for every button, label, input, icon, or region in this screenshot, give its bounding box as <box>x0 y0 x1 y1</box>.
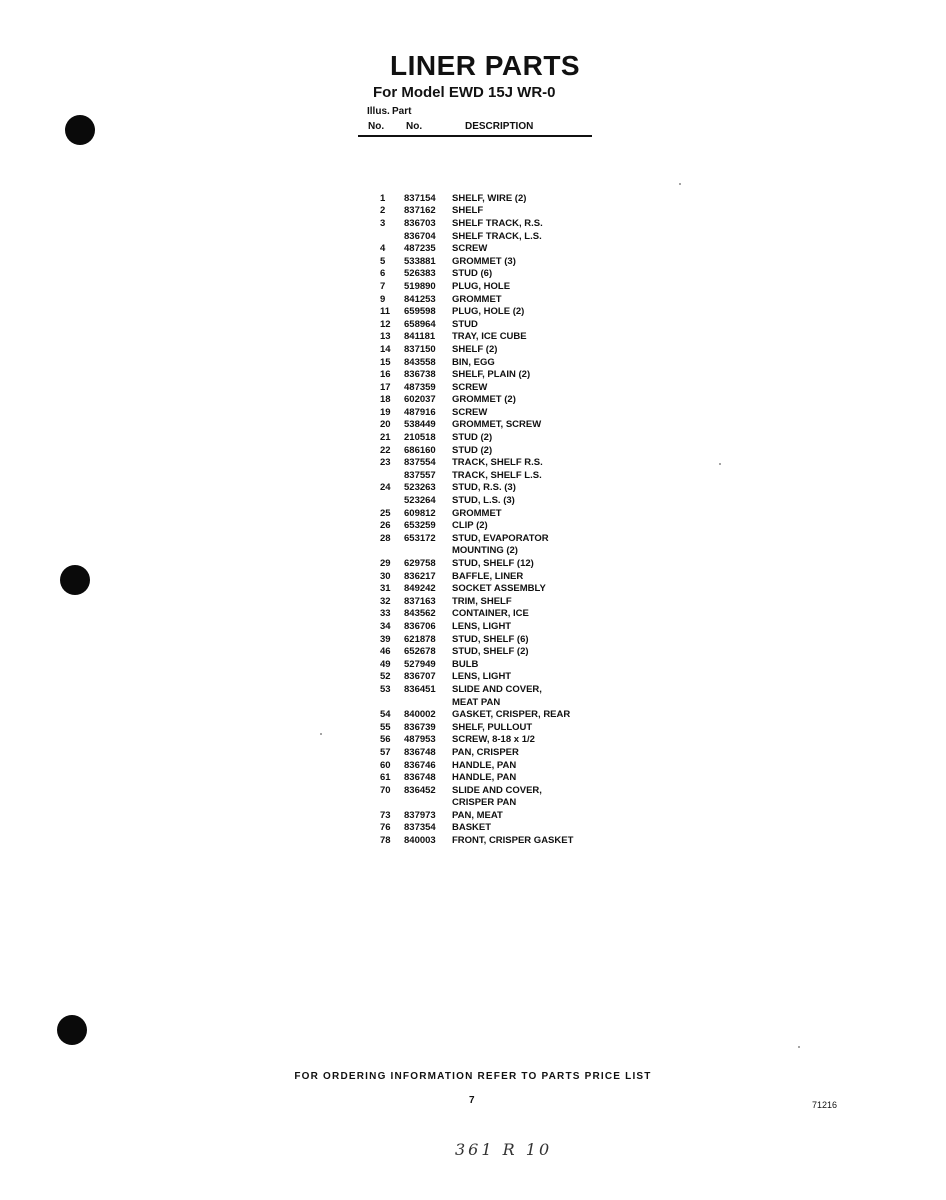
illus-number: 23 <box>380 457 391 469</box>
scan-speck <box>798 1046 800 1048</box>
parts-row <box>372 721 632 734</box>
part-description: STUD (2) <box>452 432 493 444</box>
part-description: BAFFLE, LINER <box>452 570 524 582</box>
part-number: 836704 <box>404 230 436 242</box>
parts-row <box>372 545 632 558</box>
scan-speck <box>719 463 721 465</box>
part-description: SCREW <box>452 381 488 393</box>
part-number: 533881 <box>404 255 436 267</box>
illus-number: 26 <box>380 520 391 532</box>
parts-row <box>372 255 632 268</box>
parts-row <box>372 356 632 369</box>
page-title: LINER PARTS <box>390 50 581 81</box>
illus-number: 7 <box>380 280 386 292</box>
parts-row <box>372 683 632 696</box>
part-description: STUD, L.S. (3) <box>452 495 515 507</box>
part-description: BULB <box>452 658 479 670</box>
binder-hole <box>57 1015 87 1045</box>
part-description: FRONT, CRISPER GASKET <box>452 835 574 847</box>
part-description: STUD (2) <box>452 444 493 456</box>
part-description: LENS, LIGHT <box>452 620 512 632</box>
parts-row <box>372 394 632 407</box>
part-number: 487953 <box>404 734 436 746</box>
illus-number: 19 <box>380 406 391 418</box>
illus-number: 33 <box>380 608 391 620</box>
illus-number: 76 <box>380 822 391 834</box>
binder-hole <box>65 115 95 145</box>
part-number: 836451 <box>404 683 436 695</box>
part-number: 621878 <box>404 633 436 645</box>
part-description: STUD <box>452 318 478 330</box>
parts-row <box>372 419 632 432</box>
part-description: STUD, R.S. (3) <box>452 482 516 494</box>
part-description: SCREW, 8-18 x 1/2 <box>452 734 535 746</box>
header-part: Part <box>392 106 412 117</box>
part-number: 653172 <box>404 532 436 544</box>
illus-number: 54 <box>380 709 391 721</box>
illus-number: 46 <box>380 646 391 658</box>
part-number: 836738 <box>404 369 436 381</box>
illus-number: 56 <box>380 734 391 746</box>
part-description: SHELF, PLAIN (2) <box>452 369 531 381</box>
header-rule <box>358 135 592 137</box>
part-description: TRIM, SHELF <box>452 595 512 607</box>
part-number: 849242 <box>404 583 436 595</box>
part-description: SCREW <box>452 243 488 255</box>
part-number: 527949 <box>404 658 436 670</box>
handwritten-note: 361 R 10 <box>455 1140 553 1159</box>
part-number: 837557 <box>404 469 436 481</box>
illus-number: 15 <box>380 356 391 368</box>
header-illus: Illus. <box>367 106 390 117</box>
parts-row <box>372 834 632 847</box>
illus-number: 12 <box>380 318 391 330</box>
parts-row <box>372 570 632 583</box>
part-number: 837162 <box>404 205 436 217</box>
part-number: 837354 <box>404 822 436 834</box>
illus-number: 16 <box>380 369 391 381</box>
part-description: STUD (6) <box>452 268 493 280</box>
part-number: 523263 <box>404 482 436 494</box>
parts-row <box>372 759 632 772</box>
parts-row <box>372 784 632 797</box>
parts-row <box>372 431 632 444</box>
illus-number: 32 <box>380 595 391 607</box>
part-description: SOCKET ASSEMBLY <box>452 583 546 595</box>
part-number: 487359 <box>404 381 436 393</box>
parts-row <box>372 822 632 835</box>
part-number: 526383 <box>404 268 436 280</box>
parts-row <box>372 368 632 381</box>
part-number: 836706 <box>404 620 436 632</box>
part-number: 840003 <box>404 835 436 847</box>
illus-number: 34 <box>380 620 391 632</box>
parts-row <box>372 230 632 243</box>
scan-speck <box>320 733 322 735</box>
part-number: 836703 <box>404 217 436 229</box>
part-number: 519890 <box>404 280 436 292</box>
parts-row <box>372 507 632 520</box>
parts-row <box>372 331 632 344</box>
part-number: 837163 <box>404 595 436 607</box>
part-description: MEAT PAN <box>452 696 501 708</box>
parts-row <box>372 305 632 318</box>
part-number: 602037 <box>404 394 436 406</box>
illus-number: 2 <box>380 205 386 217</box>
parts-row <box>372 519 632 532</box>
parts-row <box>372 645 632 658</box>
part-description: PLUG, HOLE <box>452 280 511 292</box>
part-number: 836217 <box>404 570 436 582</box>
part-number: 836746 <box>404 759 436 771</box>
part-description: LENS, LIGHT <box>452 671 512 683</box>
part-description: SLIDE AND COVER, <box>452 683 542 695</box>
parts-row <box>372 343 632 356</box>
part-description: STUD, EVAPORATOR <box>452 532 549 544</box>
part-description: SHELF, WIRE (2) <box>452 192 527 204</box>
part-number: 210518 <box>404 432 436 444</box>
illus-number: 70 <box>380 784 391 796</box>
part-description: GROMMET (2) <box>452 394 516 406</box>
part-number: 487916 <box>404 406 436 418</box>
part-number: 538449 <box>404 419 436 431</box>
part-description: STUD, SHELF (6) <box>452 633 529 645</box>
illus-number: 3 <box>380 217 386 229</box>
part-number: 653259 <box>404 520 436 532</box>
illus-number: 28 <box>380 532 391 544</box>
part-number: 837154 <box>404 192 436 204</box>
illus-number: 61 <box>380 772 391 784</box>
illus-number: 22 <box>380 444 391 456</box>
parts-row <box>372 406 632 419</box>
part-description: SHELF, PULLOUT <box>452 721 533 733</box>
binder-hole <box>60 565 90 595</box>
parts-row <box>372 456 632 469</box>
part-number: 659598 <box>404 306 436 318</box>
illus-number: 30 <box>380 570 391 582</box>
parts-row <box>372 532 632 545</box>
scan-speck <box>679 183 681 185</box>
part-number: 629758 <box>404 558 436 570</box>
parts-row <box>372 557 632 570</box>
illus-number: 31 <box>380 583 391 595</box>
parts-row <box>372 620 632 633</box>
parts-row <box>372 482 632 495</box>
illus-number: 18 <box>380 394 391 406</box>
parts-row <box>372 280 632 293</box>
parts-row <box>372 192 632 205</box>
illus-number: 52 <box>380 671 391 683</box>
model-subtitle: For Model EWD 15J WR-0 <box>373 84 556 101</box>
parts-row <box>372 217 632 230</box>
ordering-note: FOR ORDERING INFORMATION REFER TO PARTS PRICE LIST <box>294 1071 652 1082</box>
part-description: CONTAINER, ICE <box>452 608 529 620</box>
illus-number: 1 <box>380 192 386 204</box>
parts-row <box>372 696 632 709</box>
parts-list <box>372 192 632 847</box>
part-description: GASKET, CRISPER, REAR <box>452 709 571 721</box>
parts-row <box>372 582 632 595</box>
part-number: 837554 <box>404 457 436 469</box>
header-description: DESCRIPTION <box>465 121 534 132</box>
part-number: 843558 <box>404 356 436 368</box>
parts-row <box>372 293 632 306</box>
part-number: 523264 <box>404 495 436 507</box>
part-number: 658964 <box>404 318 436 330</box>
part-description: STUD, SHELF (2) <box>452 646 529 658</box>
part-number: 841253 <box>404 293 436 305</box>
part-number: 836739 <box>404 721 436 733</box>
illus-number: 6 <box>380 268 386 280</box>
part-description: GROMMET, SCREW <box>452 419 542 431</box>
part-description: CLIP (2) <box>452 520 488 532</box>
illus-number: 57 <box>380 746 391 758</box>
part-number: 836707 <box>404 671 436 683</box>
part-description: TRACK, SHELF R.S. <box>452 457 543 469</box>
part-number: 836748 <box>404 746 436 758</box>
illus-number: 20 <box>380 419 391 431</box>
illus-number: 24 <box>380 482 391 494</box>
parts-row <box>372 746 632 759</box>
part-description: TRAY, ICE CUBE <box>452 331 527 343</box>
part-description: GROMMET (3) <box>452 255 516 267</box>
parts-row <box>372 205 632 218</box>
parts-row <box>372 797 632 810</box>
part-number: 837150 <box>404 343 436 355</box>
part-number: 836452 <box>404 784 436 796</box>
parts-row <box>372 708 632 721</box>
part-description: BASKET <box>452 822 492 834</box>
illus-number: 14 <box>380 343 391 355</box>
part-number: 836748 <box>404 772 436 784</box>
part-description: GROMMET <box>452 293 502 305</box>
illus-number: 78 <box>380 835 391 847</box>
page-number: 7 <box>469 1095 475 1106</box>
part-description: SLIDE AND COVER, <box>452 784 542 796</box>
part-description: CRISPER PAN <box>452 797 517 809</box>
parts-row <box>372 469 632 482</box>
parts-row <box>372 809 632 822</box>
illus-number: 4 <box>380 243 386 255</box>
parts-row <box>372 633 632 646</box>
document-code: 71216 <box>812 1100 838 1110</box>
parts-row <box>372 444 632 457</box>
part-description: SHELF TRACK, L.S. <box>452 230 542 242</box>
part-description: STUD, SHELF (12) <box>452 558 534 570</box>
header-part-no: No. <box>406 121 423 132</box>
parts-row <box>372 595 632 608</box>
part-description: HANDLE, PAN <box>452 759 517 771</box>
part-number: 840002 <box>404 709 436 721</box>
illus-number: 39 <box>380 633 391 645</box>
parts-row <box>372 658 632 671</box>
part-description: TRACK, SHELF L.S. <box>452 469 542 481</box>
part-description: MOUNTING (2) <box>452 545 518 557</box>
part-number: 609812 <box>404 507 436 519</box>
part-number: 487235 <box>404 243 436 255</box>
parts-row <box>372 242 632 255</box>
part-number: 652678 <box>404 646 436 658</box>
part-description: PLUG, HOLE (2) <box>452 306 525 318</box>
illus-number: 53 <box>380 683 391 695</box>
illus-number: 60 <box>380 759 391 771</box>
part-description: SCREW <box>452 406 488 418</box>
illus-number: 17 <box>380 381 391 393</box>
illus-number: 49 <box>380 658 391 670</box>
illus-number: 11 <box>380 306 391 318</box>
illus-number: 21 <box>380 432 391 444</box>
illus-number: 13 <box>380 331 391 343</box>
part-description: PAN, CRISPER <box>452 746 519 758</box>
illus-number: 9 <box>380 293 386 305</box>
part-description: SHELF TRACK, R.S. <box>452 217 543 229</box>
parts-row <box>372 771 632 784</box>
illus-number: 29 <box>380 558 391 570</box>
part-number: 843562 <box>404 608 436 620</box>
part-description: SHELF (2) <box>452 343 498 355</box>
part-description: BIN, EGG <box>452 356 495 368</box>
header-illus-no: No. <box>368 121 385 132</box>
part-number: 837973 <box>404 809 436 821</box>
part-number: 841181 <box>404 331 436 343</box>
parts-row <box>372 381 632 394</box>
parts-row <box>372 494 632 507</box>
part-description: GROMMET <box>452 507 502 519</box>
parts-row <box>372 318 632 331</box>
part-description: PAN, MEAT <box>452 809 503 821</box>
illus-number: 5 <box>380 255 386 267</box>
illus-number: 25 <box>380 507 391 519</box>
parts-row <box>372 608 632 621</box>
part-description: HANDLE, PAN <box>452 772 517 784</box>
illus-number: 73 <box>380 809 391 821</box>
parts-row <box>372 734 632 747</box>
illus-number: 55 <box>380 721 391 733</box>
parts-row <box>372 268 632 281</box>
part-number: 686160 <box>404 444 436 456</box>
parts-row <box>372 671 632 684</box>
part-description: SHELF <box>452 205 484 217</box>
